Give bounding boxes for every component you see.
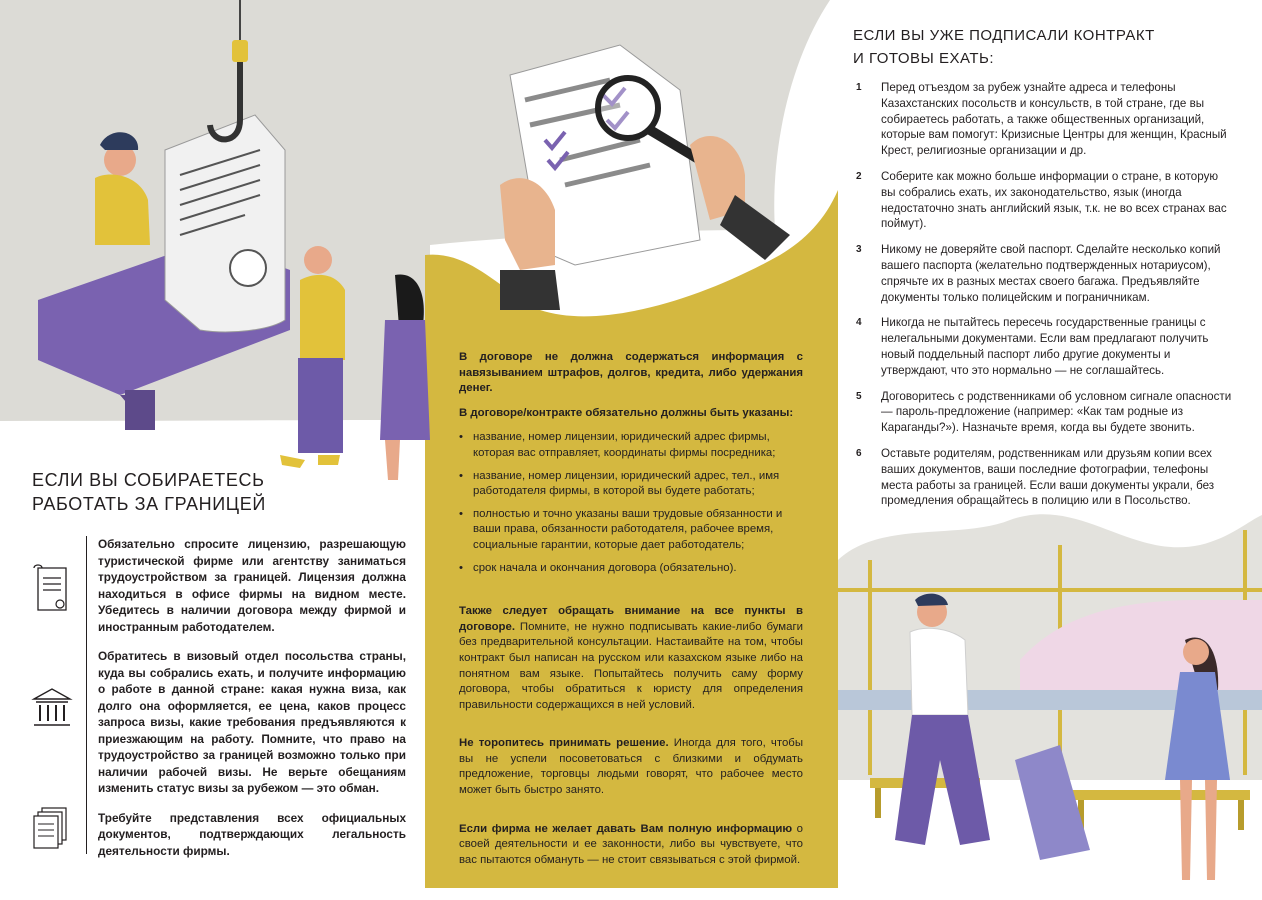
list-item — [853, 169, 1233, 232]
intro-paragraph — [459, 350, 803, 397]
right-heading-line2: И ГОТОВЫ ЕХАТЬ: — [853, 50, 995, 67]
list-item: • полностью и точно указаны ваши трудовые обязанности и ваши права, обязанности работодателя, рабочее время, социальные гарантии, которые дает работодатель; — [459, 507, 803, 554]
left-heading-line1: ЕСЛИ ВЫ СОБИРАЕТЕСЬ — [32, 470, 265, 490]
item-number: 3 — [856, 244, 862, 256]
list-item — [853, 242, 1233, 305]
list-item: • срок начала и окончания договора (обязательно). — [459, 561, 803, 577]
right-numbered-list — [853, 80, 1233, 519]
paragraph-documents: Требуйте представления всех официальных документов, подтверждающих легальность деятельности фирмы. — [98, 810, 406, 858]
list-item: • название, номер лицензии, юридический адрес фирмы, которая вас отправляет, координаты фирмы посредника; — [459, 430, 803, 461]
list-item — [853, 446, 1233, 509]
paragraph-text: Помните, не нужно подписывать какие-либо бумаги без предварительной консультации. Настаивайте на том, чтобы контракт был написан на русском или казахском языке либо на понятном вам языке. Попытайтесь получить саму форму договора, чтобы обратиться к юристу для определения правильности содержащихся в ней условий. — [459, 620, 803, 711]
item-text: Никогда не пытайтесь пересечь государственные границы с нелегальными документами. Если вам предлагают получить новый поддельный паспорт либо другие документы и утверждают, что это нормально — не соглашайтесь. — [881, 316, 1209, 377]
documents-stack-icon — [30, 804, 74, 860]
list-heading — [459, 406, 803, 422]
item-number: 5 — [856, 390, 862, 402]
embassy-building-icon — [30, 683, 74, 739]
paragraph-license: Обязательно спросите лицензию, разрешающую туристической фирме или агентству заниматься трудоустройством за границей. Лицензия должна находиться в офисе фирмы на видном месте. Убедитесь в наличии договора между фирмой и иностранным работодателем. — [98, 537, 406, 634]
left-divider — [86, 536, 87, 854]
item-text: Оставьте родителям, родственникам или друзьям копии всех ваших документов, ваши последние фотографии, телефоны места работы за границей. Если ваши документы украли, без промедления обращайтесь в полицию или в Посольство. — [881, 446, 1215, 508]
item-number: 1 — [856, 82, 862, 93]
contract-requirements-list — [459, 430, 803, 576]
list-heading-text: В договоре/контракте обязательно должны быть указаны: — [459, 406, 794, 419]
left-heading — [32, 468, 392, 516]
item-text: Соберите как можно больше информации о стране, в которую вы собрались ехать, их законодательство, язык (иногда недостаточно знать английский язык, т.к. не во всех странах вас поймут). — [881, 169, 1227, 231]
paragraph-full-info — [459, 822, 803, 869]
paragraph-bold: Не торопитесь принимать решение. — [459, 737, 669, 750]
item-number: 4 — [856, 317, 862, 329]
item-number: 2 — [856, 170, 862, 182]
right-heading-line1: ЕСЛИ ВЫ УЖЕ ПОДПИСАЛИ КОНТРАКТ — [853, 27, 1155, 44]
left-heading-line2: РАБОТАТЬ ЗА ГРАНИЦЕЙ — [32, 494, 266, 514]
license-scroll-icon — [30, 562, 74, 618]
item-text: Никому не доверяйте свой паспорт. Сделайте несколько копий вашего паспорта (желательно подтвержденных нотариусом), спрячьте их в разных местах своего багажа. Предъявляйте документы только полицейским и пограничникам. — [881, 243, 1221, 304]
paragraph-bold: Если фирма не желает давать Вам полную информацию — [459, 822, 793, 835]
intro-bold: В договоре не должна содержаться информация с навязыванием штрафов, долгов, кредита, либо удержания денег. — [459, 351, 803, 395]
paragraph-clauses — [459, 604, 803, 713]
item-number: 6 — [856, 447, 862, 459]
item-text: Договоритесь с родственниками об условном сигнале опасности — пароль-предложение (например: «Как там родные из Караганды?»). Назначьте время, когда вы будете звонить. — [881, 389, 1232, 435]
list-item — [853, 80, 1233, 159]
list-item: • название, номер лицензии, юридический адрес, тел., имя работодателя фирмы, в которой вы будете работать; — [459, 469, 803, 500]
paragraph-text: Иногда для того, чтобы вы не успели посоветоваться с близкими и обдумать предложение, торговцы людьми говорят, что рабочее место может быть быстро занято. — [459, 737, 803, 797]
list-item — [853, 389, 1233, 436]
list-item — [853, 315, 1233, 378]
item-text: Перед отъездом за рубеж узнайте адреса и телефоны Казахстанских посольств и консульств, в той стране, где вы собираетесь работать, а также общественных организаций, которые вам помогут: Кризисные Центры для женщин, Красный Крест, религиозные организации и др. — [881, 81, 1227, 158]
paragraph-visa: Обратитесь в визовый отдел посольства страны, куда вы собрались ехать, и получите информацию о работе в данной стране: какая нужна виза, как долго она оформляется, ее цена, каков процесс запроса визы, какие требования предъявляются к приезжающим на работу. Помните, что право на трудоустройство за границей возможно только при наличии рабочей визы. Не верьте обещаниям изменить статус визы за рубежом — это обман. — [98, 649, 406, 795]
middle-text — [459, 350, 803, 877]
paragraph-no-rush — [459, 736, 803, 798]
right-heading — [853, 24, 1233, 70]
paragraph-text: о своей деятельности и ее законности, либо вы чувствуете, что вас пытаются обмануть — не стоит связываться с этой фирмой. — [459, 822, 803, 866]
left-text — [98, 536, 406, 872]
paragraph-bold: Также следует обращать внимание на все пункты в договоре. — [459, 605, 803, 633]
